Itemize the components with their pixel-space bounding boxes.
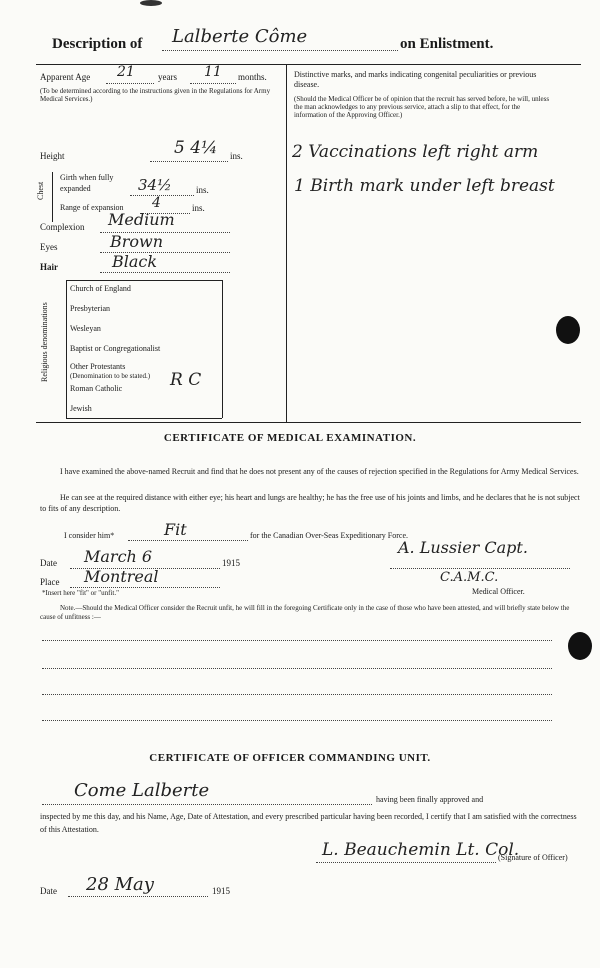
marks-heading: Distinctive marks, and marks indicating congenital peculiarities or previous disease. bbox=[294, 70, 537, 89]
section-rule bbox=[36, 422, 581, 423]
religion-jewish: Jewish bbox=[70, 404, 92, 413]
complexion-value: Medium bbox=[108, 210, 175, 229]
unfit-line-4 bbox=[42, 720, 552, 721]
hair-label: Hair bbox=[40, 262, 58, 272]
religion-group-label: Religious denominations bbox=[40, 302, 49, 382]
medical-officer-label: Medical Officer. bbox=[472, 587, 525, 596]
mark-line-1: 2 Vaccinations left right arm bbox=[292, 142, 539, 162]
commanding-signature-line bbox=[316, 862, 496, 863]
punch-hole-lower bbox=[568, 632, 592, 660]
medical-signature: A. Lussier Capt. bbox=[398, 538, 528, 557]
consider-line bbox=[128, 540, 248, 541]
medical-para-1: I have examined the above-named Recruit and find that he does not present any of the causes of rejection specified in the Regulations for Army Medical Services. bbox=[60, 467, 579, 476]
girth-label: Girth when fully expanded bbox=[60, 173, 114, 193]
expansion-label: Range of expansion bbox=[60, 203, 124, 212]
consider-suffix: for the Canadian Over-Seas Expeditionary Force. bbox=[250, 531, 409, 540]
fit-footnote: *Insert here "fit" or "unfit." bbox=[42, 589, 119, 597]
religion-other-protestants: Other Protestants bbox=[70, 362, 126, 371]
medical-para-2: He can see at the required distance with either eye; his heart and lungs are healthy; he has the free use of his joints and limbs, and he declares that he is not subject to fits of any description. bbox=[40, 493, 580, 513]
commanding-recruit-name: Come Lalberte bbox=[74, 780, 210, 801]
commanding-date-label: Date bbox=[40, 886, 57, 896]
religion-right-rule bbox=[222, 280, 223, 418]
hair-line bbox=[100, 272, 230, 273]
place-line bbox=[70, 587, 220, 588]
commanding-heading: CERTIFICATE OF OFFICER COMMANDING UNIT. bbox=[149, 752, 431, 764]
age-months-value: 11 bbox=[204, 64, 222, 80]
religion-bottom-rule bbox=[66, 418, 222, 419]
ink-smear-top bbox=[140, 0, 162, 6]
age-months-line bbox=[190, 83, 236, 84]
chest-group-label: Chest bbox=[36, 181, 45, 200]
religion-baptist: Baptist or Congregationalist bbox=[70, 344, 161, 353]
religion-wesleyan: Wesleyan bbox=[70, 324, 101, 333]
complexion-label: Complexion bbox=[40, 222, 85, 232]
commanding-name-line bbox=[42, 804, 372, 805]
medical-date-year: 1915 bbox=[222, 558, 240, 568]
chest-bracket bbox=[52, 172, 53, 222]
girth-value: 34½ bbox=[138, 176, 172, 194]
girth-unit: ins. bbox=[196, 185, 209, 195]
punch-hole-upper bbox=[556, 316, 580, 344]
place-value: Montreal bbox=[84, 567, 159, 586]
religion-other-note: (Denomination to be stated.) bbox=[70, 372, 151, 380]
commanding-signature-label: (Signature of Officer) bbox=[498, 853, 568, 862]
commanding-date-year: 1915 bbox=[212, 886, 230, 896]
hair-value: Black bbox=[112, 252, 158, 271]
eyes-label: Eyes bbox=[40, 242, 58, 252]
girth-line bbox=[130, 195, 194, 196]
months-label: months. bbox=[238, 72, 267, 82]
consider-label: I consider him* bbox=[64, 531, 115, 540]
mark-line-2: 1 Birth mark under left breast bbox=[294, 176, 555, 196]
medical-initials: C.A.M.C. bbox=[440, 570, 499, 585]
consider-value: Fit bbox=[164, 520, 187, 539]
unfit-line-1 bbox=[42, 640, 552, 641]
medical-date-label: Date bbox=[40, 558, 57, 568]
column-divider bbox=[286, 64, 287, 422]
age-years-line bbox=[106, 83, 154, 84]
religion-value: R C bbox=[170, 370, 202, 390]
unfit-note: Note.—Should the Medical Officer consider the Recruit unfit, he will fill in the foregoing Certificate only in the case of those who have been attested, and will briefly state below the cause of unfitness :— bbox=[40, 604, 570, 621]
eyes-value: Brown bbox=[110, 232, 164, 251]
title-right: on Enlistment. bbox=[400, 36, 494, 52]
height-unit: ins. bbox=[230, 151, 243, 161]
height-value: 5 4¼ bbox=[174, 138, 218, 158]
commanding-signature: L. Beauchemin Lt. Col. bbox=[322, 840, 520, 860]
religion-roman-catholic: Roman Catholic bbox=[70, 384, 123, 393]
height-line bbox=[150, 161, 228, 162]
recruit-name: Lalberte Côme bbox=[172, 26, 308, 47]
medical-signature-line bbox=[390, 568, 570, 569]
unfit-line-2 bbox=[42, 668, 552, 669]
place-label: Place bbox=[40, 577, 60, 587]
medical-heading: CERTIFICATE OF MEDICAL EXAMINATION. bbox=[163, 432, 417, 444]
apparent-age-label: Apparent Age bbox=[40, 72, 91, 82]
height-label: Height bbox=[40, 151, 65, 161]
religion-top-rule bbox=[66, 280, 222, 281]
unfit-line-3 bbox=[42, 694, 552, 695]
commanding-para-start: having been finally approved and bbox=[376, 795, 484, 804]
religion-left-rule bbox=[66, 280, 67, 418]
years-label: years bbox=[158, 72, 177, 82]
commanding-para-rest: inspected by me this day, and his Name, Age, Date of Attestation, and every prescribed particular having been recorded, I certify that I am satisfied with the correctness of this Attestation. bbox=[40, 812, 577, 834]
age-note: (To be determined according to the instructions given in the Regulations for Army Medical Services.) bbox=[40, 87, 271, 103]
religion-presbyterian: Presbyterian bbox=[70, 304, 110, 313]
expansion-value: 4 bbox=[152, 195, 161, 211]
commanding-date-line bbox=[68, 896, 208, 897]
commanding-date-value: 28 May bbox=[86, 874, 154, 895]
name-line bbox=[162, 50, 398, 51]
age-years-value: 21 bbox=[117, 64, 135, 80]
expansion-unit: ins. bbox=[192, 203, 205, 213]
medical-date-value: March 6 bbox=[84, 547, 153, 566]
title-left: Description of bbox=[52, 36, 143, 52]
marks-note: (Should the Medical Officer be of opinion that the recruit has served before, he will, unless the man acknowledges to any previous service, attach a slip to that effect, for the information of the Approving Officer.) bbox=[294, 95, 550, 119]
religion-church-of-england: Church of England bbox=[70, 284, 131, 293]
